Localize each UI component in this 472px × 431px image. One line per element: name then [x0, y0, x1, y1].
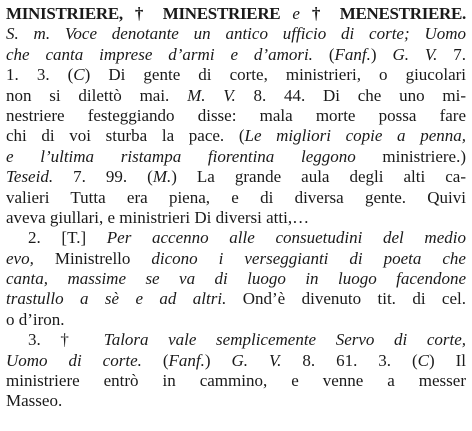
text-segment: ( — [141, 350, 169, 370]
text-line — [6, 188, 466, 208]
italic-segment: M. — [152, 167, 172, 187]
text-line — [6, 269, 466, 289]
sense-1 — [6, 24, 466, 228]
text-segment: aveva giullari, e ministrieri Di diversi atti,… — [6, 207, 310, 227]
italic-segment: C — [73, 65, 85, 85]
text-line — [6, 106, 466, 126]
italic-segment: G. V. — [392, 44, 438, 64]
italic-segment: Fanf. — [168, 350, 205, 370]
italic-segment: Talora vale semplicemente Servo di corte, — [103, 330, 466, 350]
headword-menestriere: MENESTRIERE. — [339, 4, 466, 23]
text-line — [6, 391, 466, 411]
heading-line — [6, 4, 466, 24]
text-segment: 3. † — [28, 330, 104, 350]
dagger-mark: † — [134, 4, 151, 23]
dagger-mark: † — [311, 4, 328, 23]
italic-segment: G. V. — [231, 350, 282, 370]
text-line — [6, 249, 466, 269]
italic-segment: Uomo di corte. — [6, 350, 142, 370]
italic-segment: C — [417, 350, 429, 370]
text-line — [6, 147, 466, 167]
text-line — [6, 208, 466, 228]
text-segment: 8. 44. Di che uno mi- — [235, 85, 466, 105]
text-segment: o d’iron. — [6, 309, 65, 329]
italic-segment: Le migliori copie a penna, — [244, 126, 466, 146]
text-segment: Masseo. — [6, 391, 63, 411]
italic-segment: che canta imprese d’armi e d’amori. — [6, 44, 313, 64]
italic-segment: S. m. Voce denotante un antico ufficio di corte; Uomo — [6, 24, 466, 44]
text-segment: ministriere entrò in cammino, e venne a messer — [6, 371, 466, 391]
italic-segment: Per accenno alle consuetudini del medio — [106, 228, 466, 248]
text-segment: Ministrello — [33, 248, 152, 268]
text-line — [6, 86, 466, 106]
text-segment: chi di voi sturba la pace. ( — [6, 126, 245, 146]
italic-segment: dicono i verseggianti di poeta che — [151, 248, 466, 268]
sense-2 — [6, 228, 466, 330]
text-line — [6, 24, 466, 44]
text-line — [6, 310, 466, 330]
text-line — [6, 45, 466, 65]
text-segment: Ond’è divenuto tit. di cel. — [226, 289, 466, 309]
text-line — [6, 228, 466, 248]
italic-segment: trastullo a sè e ad altri. — [6, 289, 227, 309]
text-line — [6, 65, 466, 85]
text-segment: 2. [T.] — [28, 228, 107, 248]
text-line — [6, 330, 466, 350]
text-segment: ) Di gente di corte, ministrieri, o giucolari — [84, 65, 466, 85]
text-segment: ) La grande aula degli alti ca- — [171, 167, 466, 187]
text-segment: nestriere festeggiando disse: mala morte possa fare — [6, 105, 466, 125]
text-segment: 7. 99. ( — [53, 167, 153, 187]
text-line — [6, 126, 466, 146]
text-segment: non si dilettò mai. — [6, 85, 188, 105]
text-line — [6, 167, 466, 187]
text-segment: 1. 3. ( — [6, 65, 74, 85]
italic-segment: e l’ultima ristampa fiorentina leggono — [6, 146, 356, 166]
text-segment: valieri Tutta era piena, e di diversa gente. Quivi — [6, 187, 466, 207]
text-segment: ) — [370, 44, 393, 64]
headword-minestriere: MINESTRIERE — [162, 4, 281, 23]
text-segment: ministriere.) — [355, 146, 466, 166]
heading-conjunction: e — [292, 4, 300, 23]
italic-segment: Fanf. — [334, 44, 371, 64]
text-segment: 7. — [437, 44, 466, 64]
text-segment: 8. 61. 3. ( — [281, 350, 418, 370]
text-segment: ) — [204, 350, 232, 370]
entry-heading — [6, 4, 466, 24]
text-segment: ( — [312, 44, 335, 64]
italic-segment: M. V. — [187, 85, 236, 105]
text-segment: ) Il — [429, 350, 466, 370]
italic-segment: Teseid. — [6, 167, 54, 187]
italic-segment: evo, — [6, 248, 34, 268]
text-line — [6, 289, 466, 309]
text-line — [6, 351, 466, 371]
text-line — [6, 371, 466, 391]
headword-ministriere: MINISTRIERE, — [6, 4, 123, 23]
sense-3 — [6, 330, 466, 412]
italic-segment: canta, massime se va di luogo in luogo facendone — [6, 269, 466, 289]
